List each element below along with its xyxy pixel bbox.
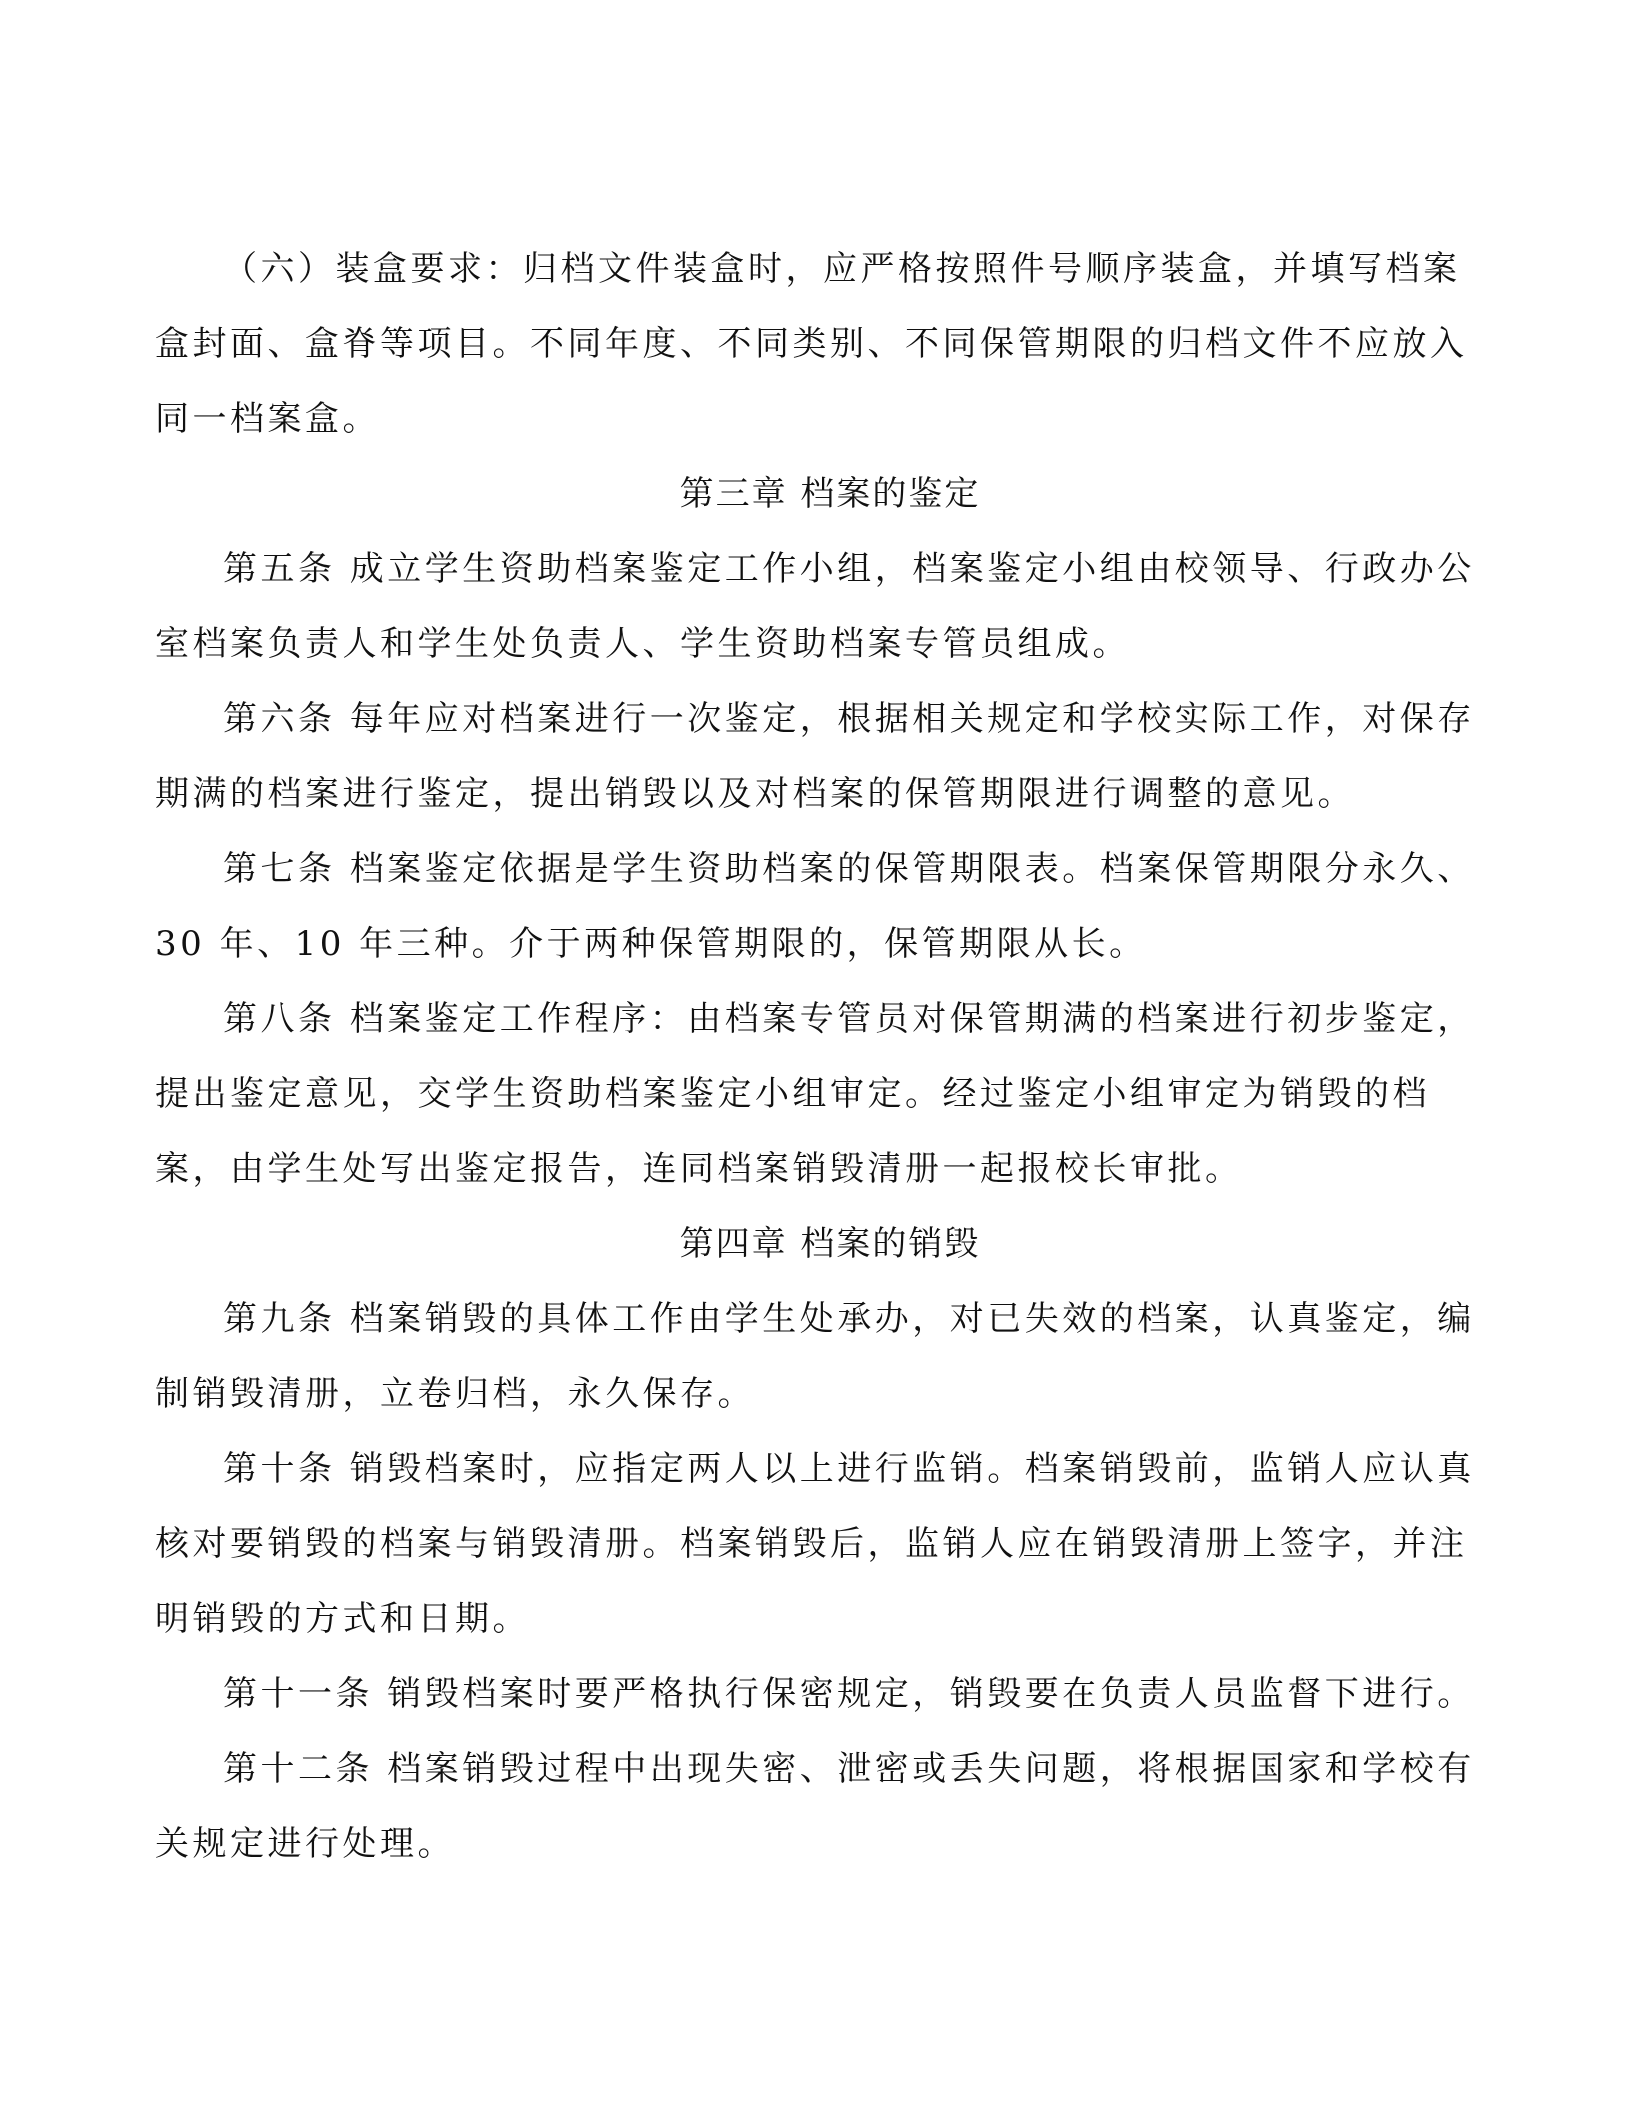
paragraph-line: 第十二条 档案销毁过程中出现失密、泄密或丢失问题，将根据国家和学校有: [223, 1749, 1475, 1789]
paragraph-line: 同一档案盒。: [155, 399, 380, 439]
paragraph-line: 案，由学生处写出鉴定报告，连同档案销毁清册一起报校长审批。: [155, 1149, 1243, 1189]
paragraph-line: 提出鉴定意见，交学生资助档案鉴定小组审定。经过鉴定小组审定为销毁的档: [155, 1074, 1430, 1114]
paragraph-line: 30 年、10 年三种。介于两种保管期限的，保管期限从长。: [155, 924, 1147, 964]
paragraph-line: 核对要销毁的档案与销毁清册。档案销毁后，监销人应在销毁清册上签字，并注: [155, 1524, 1468, 1564]
chapter-heading: 第四章 档案的销毁: [679, 1224, 981, 1264]
paragraph-line: 盒封面、盒脊等项目。不同年度、不同类别、不同保管期限的归档文件不应放入: [155, 324, 1468, 364]
paragraph-line: 制销毁清册，立卷归档，永久保存。: [155, 1374, 755, 1414]
paragraph-line: 第十条 销毁档案时，应指定两人以上进行监销。档案销毁前，监销人应认真: [223, 1449, 1475, 1489]
paragraph-line: 关规定进行处理。: [155, 1824, 455, 1864]
paragraph-line: 第八条 档案鉴定工作程序：由档案专管员对保管期满的档案进行初步鉴定，: [223, 999, 1475, 1039]
paragraph-line: （六）装盒要求：归档文件装盒时，应严格按照件号顺序装盒，并填写档案: [223, 249, 1461, 289]
paragraph-line: 第六条 每年应对档案进行一次鉴定，根据相关规定和学校实际工作，对保存: [223, 699, 1475, 739]
document-body: [155, 232, 1475, 1882]
paragraph-line: 第九条 档案销毁的具体工作由学生处承办，对已失效的档案，认真鉴定，编: [223, 1299, 1475, 1339]
paragraph-line: 第七条 档案鉴定依据是学生资助档案的保管期限表。档案保管期限分永久、: [223, 849, 1475, 889]
paragraph-line: 明销毁的方式和日期。: [155, 1599, 530, 1639]
paragraph-line: 第十一条 销毁档案时要严格执行保密规定，销毁要在负责人员监督下进行。: [223, 1674, 1475, 1714]
paragraph-line: 室档案负责人和学生处负责人、学生资助档案专管员组成。: [155, 624, 1130, 664]
paragraph-line: 期满的档案进行鉴定，提出销毁以及对档案的保管期限进行调整的意见。: [155, 774, 1355, 814]
paragraph-line: 第五条 成立学生资助档案鉴定工作小组，档案鉴定小组由校领导、行政办公: [223, 549, 1475, 589]
chapter-heading: 第三章 档案的鉴定: [679, 474, 981, 514]
